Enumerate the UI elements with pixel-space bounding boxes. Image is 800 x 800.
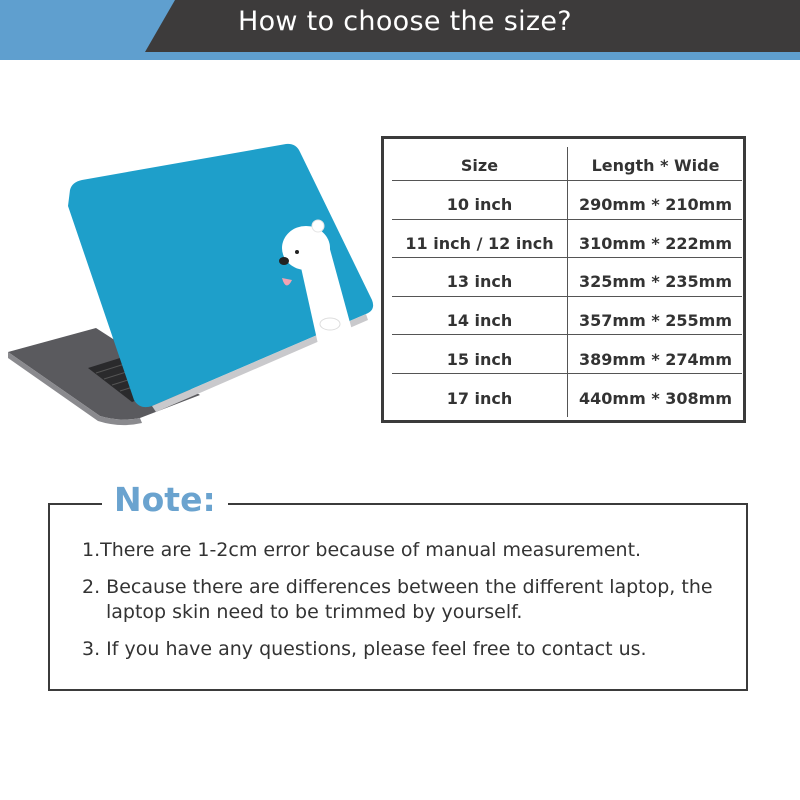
page-title: How to choose the size?: [238, 6, 572, 37]
table-row: [392, 380, 742, 418]
row-size: 17 inch: [446, 389, 513, 408]
table-divider: [392, 296, 742, 297]
row-size: 14 inch: [446, 311, 513, 330]
note-line-2-continued: laptop skin need to be trimmed by yourself.: [106, 601, 523, 623]
header-size: Size: [460, 156, 499, 175]
row-size: 15 inch: [446, 350, 513, 369]
note-line-2: 2. Because there are differences between the different laptop, the: [82, 576, 713, 598]
header-dimensions: Length * Wide: [591, 156, 720, 175]
row-size: 13 inch: [446, 272, 513, 291]
table-divider: [392, 334, 742, 335]
note-title: Note:: [102, 478, 228, 522]
row-dimensions: 290mm * 210mm: [579, 195, 732, 214]
row-dimensions: 440mm * 308mm: [579, 389, 732, 408]
row-dimensions: 357mm * 255mm: [579, 311, 732, 330]
row-size: 10 inch: [446, 195, 513, 214]
row-dimensions: 325mm * 235mm: [579, 272, 732, 291]
header-banner: [0, 0, 800, 60]
row-dimensions: 310mm * 222mm: [579, 234, 732, 253]
table-divider: [392, 219, 742, 220]
row-dimensions: 389mm * 274mm: [579, 350, 732, 369]
table-divider: [392, 180, 742, 181]
table-divider: [392, 257, 742, 258]
note-line-1: 1.There are 1-2cm error because of manual measurement.: [82, 539, 642, 561]
laptop-illustration: [0, 130, 380, 430]
row-size: 11 inch / 12 inch: [405, 234, 554, 253]
size-table: [381, 136, 746, 423]
note-line-3: 3. If you have any questions, please feel free to contact us.: [82, 638, 647, 660]
table-divider: [392, 373, 742, 374]
